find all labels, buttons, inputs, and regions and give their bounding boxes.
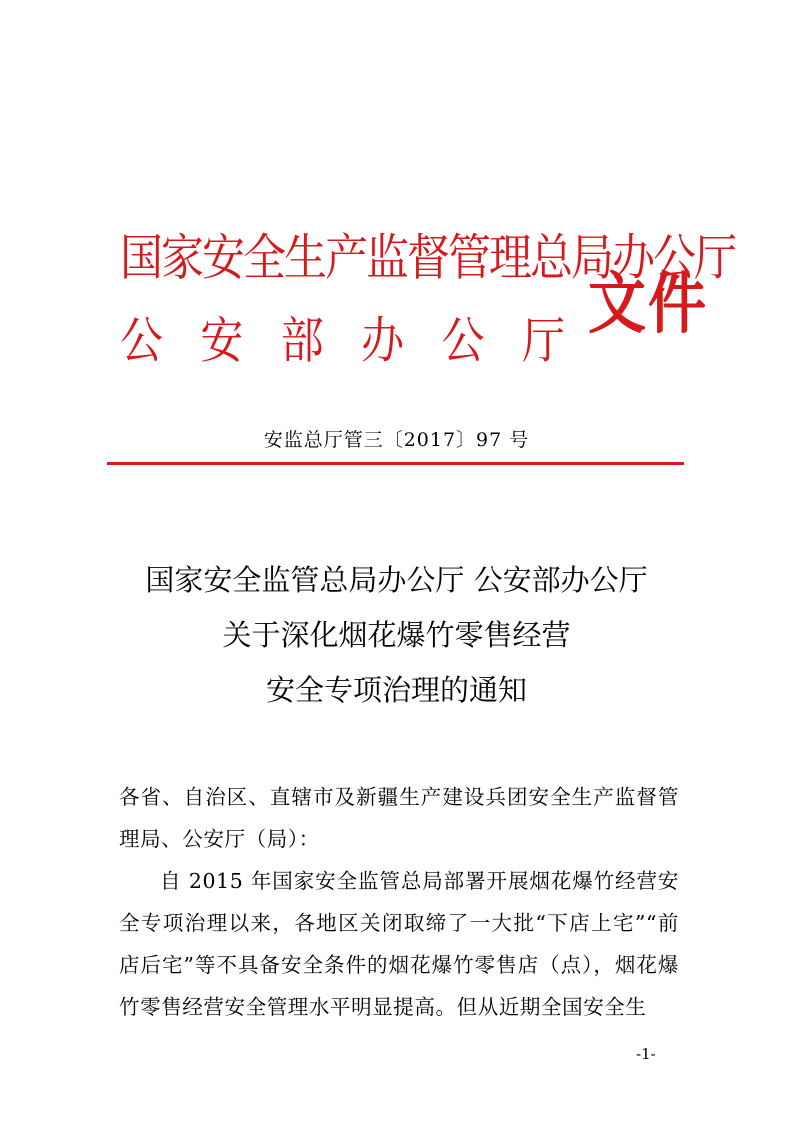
issuer-char: 部 bbox=[280, 312, 324, 370]
issuer-char: 办 bbox=[361, 312, 405, 370]
body-paragraph: 自 2015 年国家安全监管总局部署开展烟花爆竹经营安全专项治理以来，各地区关闭取缔了一大批“下店上宅”“前店后宅”等不具备安全条件的烟花爆竹零售店（点），烟花爆竹零售经营安全管理水平明显提高。但从近期全国安全生 bbox=[119, 869, 679, 1019]
document-title bbox=[0, 553, 793, 718]
page-number: -1- bbox=[636, 1045, 656, 1063]
document-number: 安监总厅管三〔2017〕97 号 bbox=[263, 429, 530, 451]
red-divider bbox=[107, 462, 684, 465]
title-line: 国家安全监管总局办公厅 公安部办公厅 bbox=[145, 563, 648, 597]
document-label: 文件 bbox=[588, 264, 709, 343]
issuer-char: 安 bbox=[200, 312, 244, 370]
issuer-char: 公 bbox=[120, 312, 163, 370]
issuer-char: 厅 bbox=[521, 312, 565, 370]
title-line: 安全专项治理的通知 bbox=[265, 673, 527, 707]
issuer-char: 公 bbox=[441, 312, 485, 370]
recipients: 各省、自治区、直辖市及新疆生产建设兵团安全生产监督管理局、公安厅（局）： bbox=[119, 785, 679, 851]
issuer-name-line-1: 国家安全生产监督管理总局办公厅 bbox=[120, 229, 735, 287]
document-body bbox=[119, 776, 679, 1028]
title-line: 关于深化烟花爆竹零售经营 bbox=[222, 618, 571, 652]
issuer-name-line-2 bbox=[120, 312, 565, 370]
